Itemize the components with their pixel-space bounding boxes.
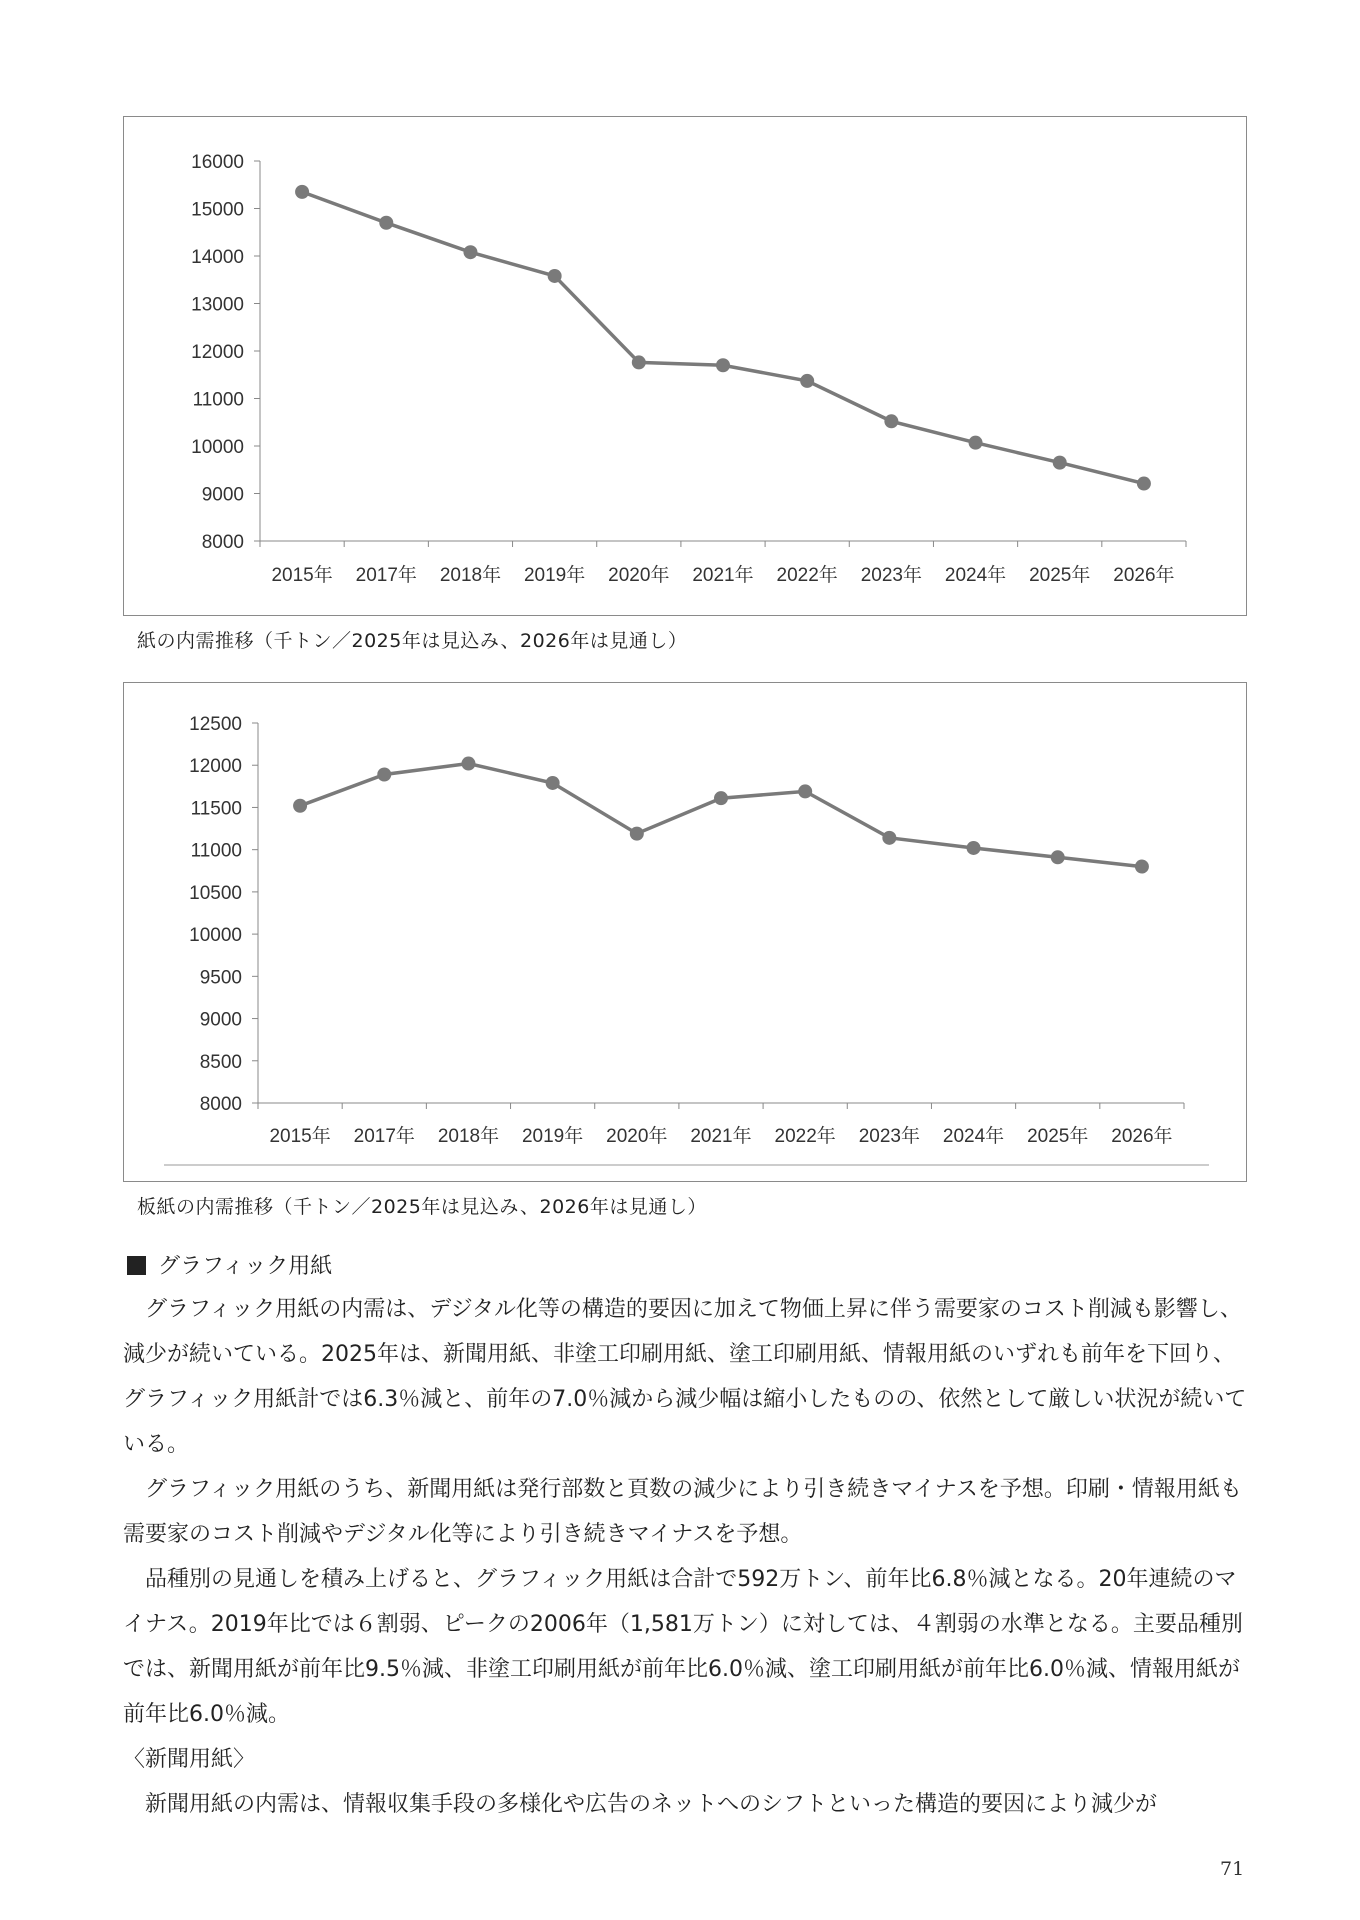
x-tick-label: 2022年: [774, 1126, 836, 1147]
x-tick-label: 2017年: [355, 565, 417, 586]
series-line: [300, 764, 1142, 867]
y-tick-label: 9000: [199, 1009, 242, 1031]
x-tick-label: 2019年: [523, 565, 586, 586]
x-tick-label: 2021年: [690, 1126, 752, 1147]
data-point: [800, 374, 814, 388]
x-tick-label: 2015年: [269, 1126, 331, 1147]
paperboard-demand-line-chart: [124, 683, 1246, 1181]
y-tick-label: 8500: [199, 1051, 242, 1073]
x-tick-label: 2023年: [860, 565, 923, 586]
paper-demand-line-chart: [124, 117, 1246, 615]
x-tick-label: 2015年: [271, 565, 333, 586]
y-tick-label: 8000: [199, 1094, 242, 1115]
data-point: [884, 414, 898, 428]
subheading-newsprint: 〈新聞用紙〉: [123, 1747, 256, 1772]
data-point: [463, 245, 477, 259]
y-tick-label: 16000: [191, 152, 244, 173]
data-point: [969, 436, 983, 450]
paragraph-4: 新聞用紙の内需は、情報収集手段の多様化や広告のネットへのシフトといった構造的要因により減少が: [145, 1792, 1158, 1817]
series-line: [302, 192, 1144, 484]
paper-demand-chart: [123, 116, 1247, 616]
body-text: [123, 1287, 1247, 1827]
x-tick-label: 2019年: [521, 1126, 584, 1147]
y-tick-label: 9000: [201, 484, 244, 506]
y-tick-label: 12000: [191, 342, 244, 363]
paper-demand-caption: 紙の内需推移（千トン／2025年は見込み、2026年は見通し）: [137, 630, 688, 652]
y-tick-label: 13000: [191, 294, 244, 316]
y-tick-label: 14000: [191, 247, 244, 268]
paragraph-3: 品種別の見通しを積み上げると、グラフィック用紙は合計で592万トン、前年比6.8％減となる。20年連続のマイナス。2019年比では６割弱、ピークの2006年（1,581万トン）に対しては、４割弱の水準となる。主要品種別では、新聞用紙が前年比9.5％減、非塗工印刷用紙が前年比6.0％減、塗工印刷用紙が前年比6.0％減、情報用紙が前年比6.0％減。: [123, 1567, 1243, 1727]
data-point: [546, 776, 560, 790]
section-heading: [127, 1249, 332, 1280]
y-tick-label: 10000: [189, 925, 242, 947]
y-tick-label: 8000: [201, 532, 244, 553]
data-point: [798, 784, 812, 798]
data-point: [632, 355, 646, 369]
data-point: [461, 757, 475, 771]
x-tick-label: 2024年: [944, 565, 1007, 586]
data-point: [379, 216, 393, 230]
y-tick-label: 12000: [189, 756, 242, 778]
data-point: [295, 185, 309, 199]
data-point: [293, 799, 307, 813]
paragraph-1: グラフィック用紙の内需は、デジタル化等の構造的要因に加えて物価上昇に伴う需要家のコスト削減も影響し、減少が続いている。2025年は、新聞用紙、非塗工印刷用紙、塗工印刷用紙、情報用紙のいずれも前年を下回り、グラフィック用紙計では6.3％減と、前年の7.0％減から減少幅は縮小したものの、依然として厳しい状況が続いている。: [123, 1297, 1247, 1457]
data-point: [714, 791, 728, 805]
x-tick-label: 2018年: [439, 565, 502, 586]
x-tick-label: 2026年: [1111, 1126, 1173, 1147]
section-heading-label: グラフィック用紙: [158, 1254, 333, 1279]
y-tick-label: 15000: [191, 199, 244, 221]
page-number: 71: [1220, 1858, 1245, 1880]
data-point: [1137, 477, 1151, 491]
paperboard-demand-chart: [123, 682, 1247, 1182]
data-point: [548, 269, 562, 283]
y-tick-label: 12500: [189, 714, 242, 735]
x-tick-label: 2023年: [858, 1126, 921, 1147]
data-point: [630, 827, 644, 841]
y-tick-label: 11500: [190, 798, 242, 820]
paragraph-2: グラフィック用紙のうち、新聞用紙は発行部数と頁数の減少により引き続きマイナスを予想。印刷・情報用紙も需要家のコスト削減やデジタル化等により引き続きマイナスを予想。: [123, 1477, 1242, 1547]
x-tick-label: 2022年: [776, 565, 838, 586]
data-point: [882, 831, 896, 845]
x-tick-label: 2018年: [437, 1126, 500, 1147]
data-point: [1051, 850, 1065, 864]
x-tick-label: 2026年: [1113, 565, 1175, 586]
y-tick-label: 11000: [192, 389, 244, 411]
data-point: [716, 358, 730, 372]
x-tick-label: 2025年: [1029, 565, 1091, 586]
y-tick-label: 9500: [199, 967, 242, 989]
y-tick-label: 10000: [191, 437, 244, 458]
paperboard-demand-caption: 板紙の内需推移（千トン／2025年は見込み、2026年は見通し）: [137, 1196, 707, 1218]
data-point: [377, 768, 391, 782]
data-point: [1135, 860, 1149, 874]
x-tick-label: 2020年: [608, 565, 670, 586]
black-square-icon: [127, 1256, 146, 1275]
x-tick-label: 2021年: [692, 565, 754, 586]
x-tick-label: 2025年: [1027, 1126, 1089, 1147]
x-tick-label: 2020年: [606, 1126, 668, 1147]
y-tick-label: 10500: [189, 882, 242, 904]
y-tick-label: 11000: [190, 840, 242, 862]
data-point: [1053, 456, 1067, 470]
x-tick-label: 2024年: [942, 1126, 1005, 1147]
data-point: [967, 841, 981, 855]
x-tick-label: 2017年: [353, 1126, 415, 1147]
